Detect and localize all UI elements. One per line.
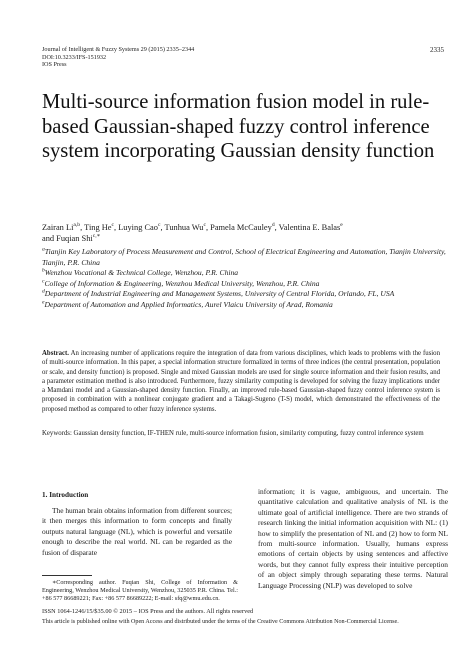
abstract [42, 349, 440, 414]
affiliation-text: Wenzhou Vocational & Technical College, Wenzhou, P.R. China [44, 268, 239, 278]
author-affil-mark: c,∗ [92, 233, 101, 240]
affiliation-mark: b [42, 267, 45, 274]
affiliation-text: College of Information & Engineering, Wenzhou Medical University, Wenzhou, P.R. China [44, 278, 320, 288]
issn-line: ISSN 1064-1246/15/$35.00 © 2015 – IOS Press and the authors. All rights reserved [42, 608, 254, 615]
author-separator: , [80, 223, 85, 232]
author-name: Luying Cao [118, 223, 158, 232]
affiliation-list [42, 247, 452, 311]
affiliation-item [42, 268, 452, 279]
journal-publisher: IOS Press [42, 61, 67, 69]
abstract-label: Abstract. [42, 350, 69, 357]
affiliation-item [42, 300, 452, 311]
author-affil-mark: d [271, 222, 275, 229]
author-separator: , [205, 223, 211, 232]
intro-column-right: information; it is vague, ambiguous, and uncertain. The quantitative calculation and qualitative analysis of NL is the ultimate goal of artificial intelligence. There are two strands of research linking the initial information acquisition with NL: (1) how to simplify the presentation of NL and (2) how to form NL from multi-source information. Usually, humans express emotions of certain objects by using sentences and affective words, but they cannot fully express their intuitive perception of an object simply through separating these terms. Natural Language Processing (NLP) was developed to solve [258, 487, 448, 590]
affiliation-mark: d [42, 288, 45, 295]
author-name: and Fuqian Shi [42, 234, 93, 244]
affiliation-text: Tianjin Key Laboratory of Process Measurement and Control, School of Electrical Engineering and Automation, Tianjin University, Tianjin, P.R. China [42, 247, 446, 267]
journal-citation: Journal of Intelligent & Fuzzy Systems 29 (2015) 2335–2344 [42, 46, 195, 53]
abstract-text: An increasing number of applications require the integration of data from various disciplines, which leads to problems with the fusion of multi-source information. In this paper, a special information structure formalized in terms of three indices (the central presentation, population or scale, and density function) is proposed. Single and mixed Gaussian models are used for single source information and their fusion results, and a parameter estimation method is also introduced. Furthermore, fuzzy similarity computing is developed for solving the fuzzy implications under a Mamdani model and a Gaussian-shaped density function. Finally, an improved rule-based Gaussian-shaped fuzzy control inference system is proposed in combination with a nonlinear conjugate gradient and a Takagi-Sugeno (T-S) model, which demonstrated the effectiveness of the proposed method as compared to other fuzzy inference systems. [42, 350, 440, 413]
author-name: Valentina E. Balas [278, 223, 341, 232]
affiliation-text: Department of Automation and Applied Informatics, Aurel Vlaicu University of Arad, Romania [44, 299, 333, 309]
affiliation-item [42, 247, 452, 268]
paper-title: Multi-source information fusion model in rule-based Gaussian-shaped fuzzy control inference system incorporating Gaussian density function [42, 91, 435, 163]
author-separator: , [274, 223, 279, 232]
author-name: Zairan Li [42, 223, 74, 232]
license-line: This article is published online with Open Access and distributed under the terms of the Creative Commons Attribution Non-Commercial License. [42, 619, 399, 625]
affiliation-mark: e [42, 299, 45, 306]
page-number: 2335 [430, 46, 444, 54]
author-affil-mark: c [157, 222, 161, 229]
corresponding-author-footnote: ∗Corresponding author. Fuqian Shi, College of Information & Engineering, Wenzhou Medical University, Wenzhou, 325035 P.R. China. Tel.: +86 577 86689221; Fax: +86 577 86689222; E-mail: sfq@wmu.edu.cn. [42, 579, 238, 603]
author-name: Tunhua Wu [164, 223, 204, 232]
author-affil-mark: c [111, 222, 114, 229]
section-heading: 1. Introduction [42, 491, 89, 499]
affiliation-mark: a [42, 246, 45, 253]
keywords-label: Keywords: [42, 430, 72, 437]
affiliation-text: Department of Industrial Engineering and Management Systems, University of Central Florida, Orlando, FL, USA [44, 289, 395, 299]
author-affil-mark: a,b [73, 222, 81, 229]
footnote-divider [42, 575, 92, 576]
author-separator: , [160, 223, 165, 232]
intro-column-left: The human brain obtains information from different sources; it then merges this information to form concepts and finally outputs natural language (NL), which is powerful and versatile enough to describe the real world. NL can be regarded as the fusion of disparate [42, 506, 232, 557]
affiliation-mark: c [42, 278, 45, 285]
keywords-text: Gaussian density function, IF-THEN rule, multi-source information fusion, similarity computing, fuzzy control inference system [73, 430, 424, 437]
author-affil-mark: c [203, 222, 206, 229]
journal-header [42, 46, 194, 69]
keywords [42, 429, 440, 438]
journal-doi: DOI:10.3233/IFS-151932 [42, 53, 107, 61]
author-affil-mark: e [340, 222, 343, 229]
author-name: Ting He [84, 223, 112, 232]
affiliation-item [42, 289, 452, 300]
author-name: Pamela McCauley [210, 223, 272, 232]
author-separator: , [114, 223, 119, 232]
author-list [42, 222, 442, 245]
affiliation-item [42, 279, 452, 290]
